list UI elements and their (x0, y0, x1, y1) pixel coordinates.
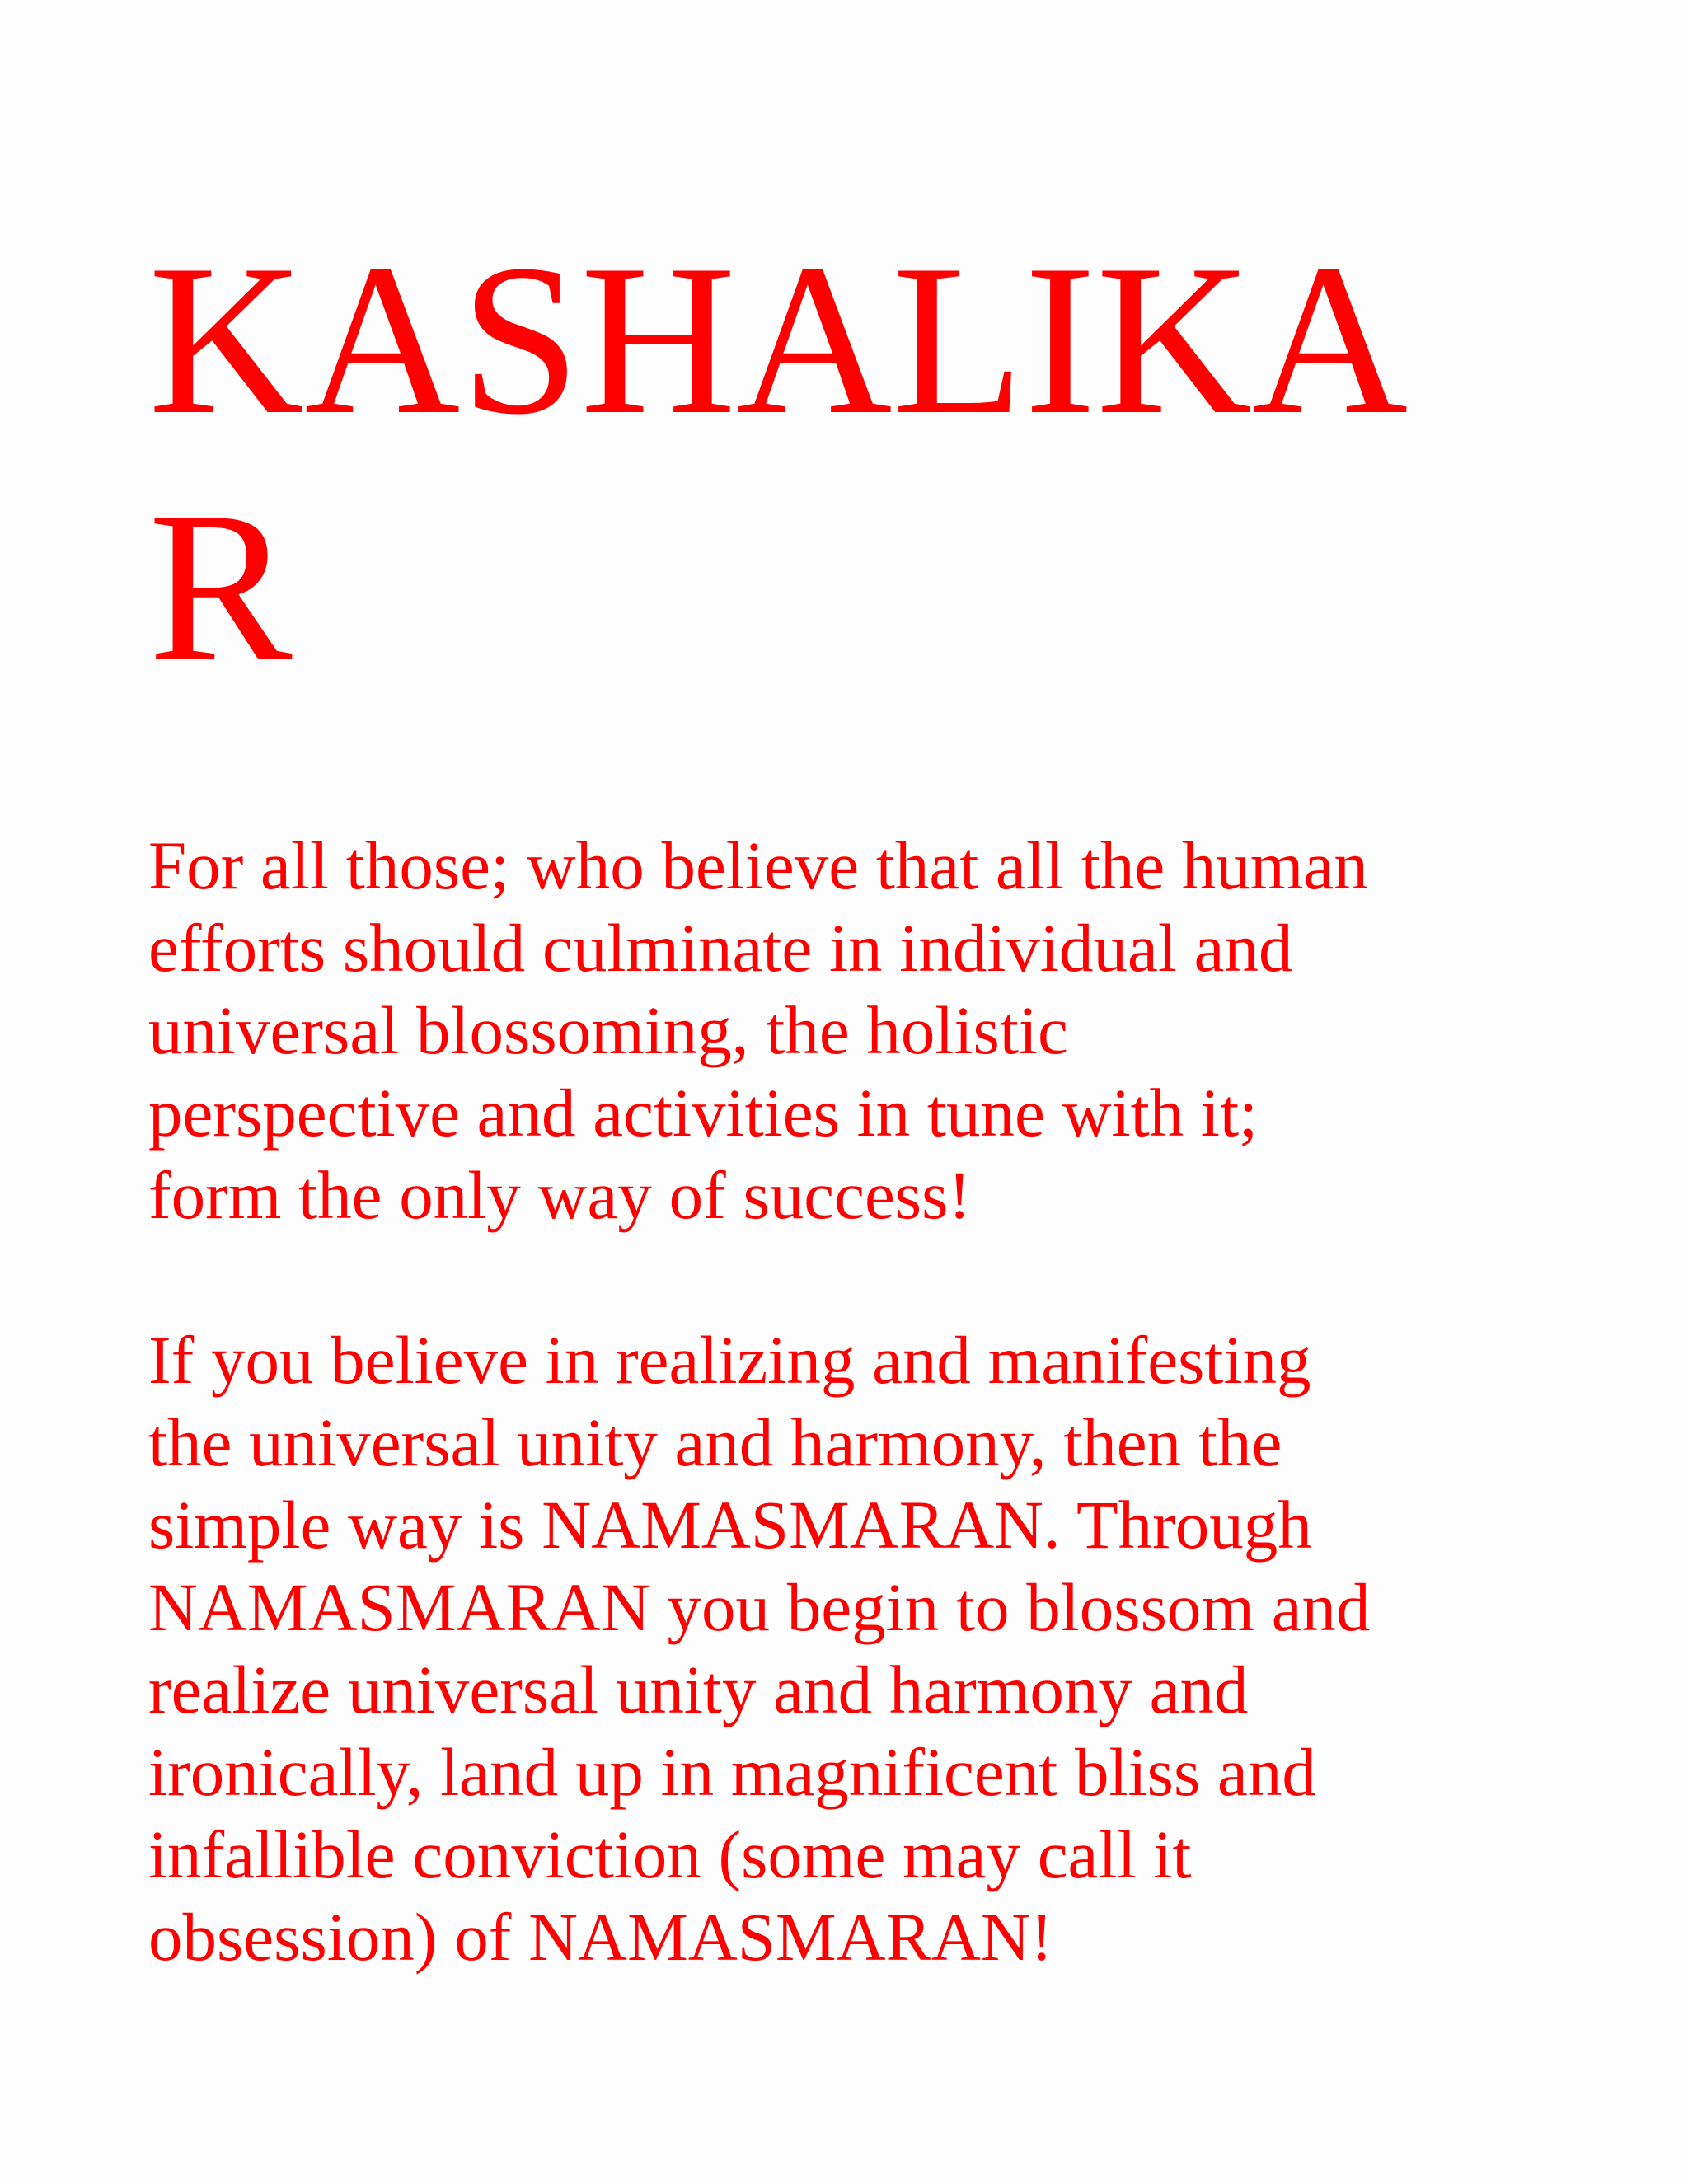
paragraph-line: form the only way of success! (148, 1157, 972, 1233)
paragraph-line: NAMASMARAN you begin to blossom and (148, 1569, 1371, 1645)
paragraph-line: If you believe in realizing and manifesting (148, 1322, 1311, 1398)
paragraph-line: simple way is NAMASMARAN. Through (148, 1487, 1312, 1563)
paragraph-line: infallible conviction (some may call it (148, 1816, 1192, 1892)
paragraph-line: perspective and activities in tune with it; (148, 1075, 1259, 1151)
paragraph-line: universal blossoming, the holistic (148, 992, 1068, 1068)
title-line: R (148, 467, 293, 706)
paragraph-line: realize universal unity and harmony and (148, 1652, 1249, 1727)
title-line: KASHALIKA (148, 220, 1409, 459)
paragraph-line: ironically, land up in magnificent bliss and (148, 1734, 1316, 1810)
paragraph-line: efforts should culminate in individual and (148, 910, 1293, 986)
document-title (148, 216, 1550, 710)
paragraph-line: the universal unity and harmony, then the (148, 1404, 1282, 1480)
paragraph-line: For all those; who believe that all the human (148, 827, 1368, 903)
paragraph-1 (148, 824, 1648, 1236)
paragraph-line: obsession) of NAMASMARAN! (148, 1899, 1053, 1975)
paragraph-2 (148, 1319, 1648, 1978)
